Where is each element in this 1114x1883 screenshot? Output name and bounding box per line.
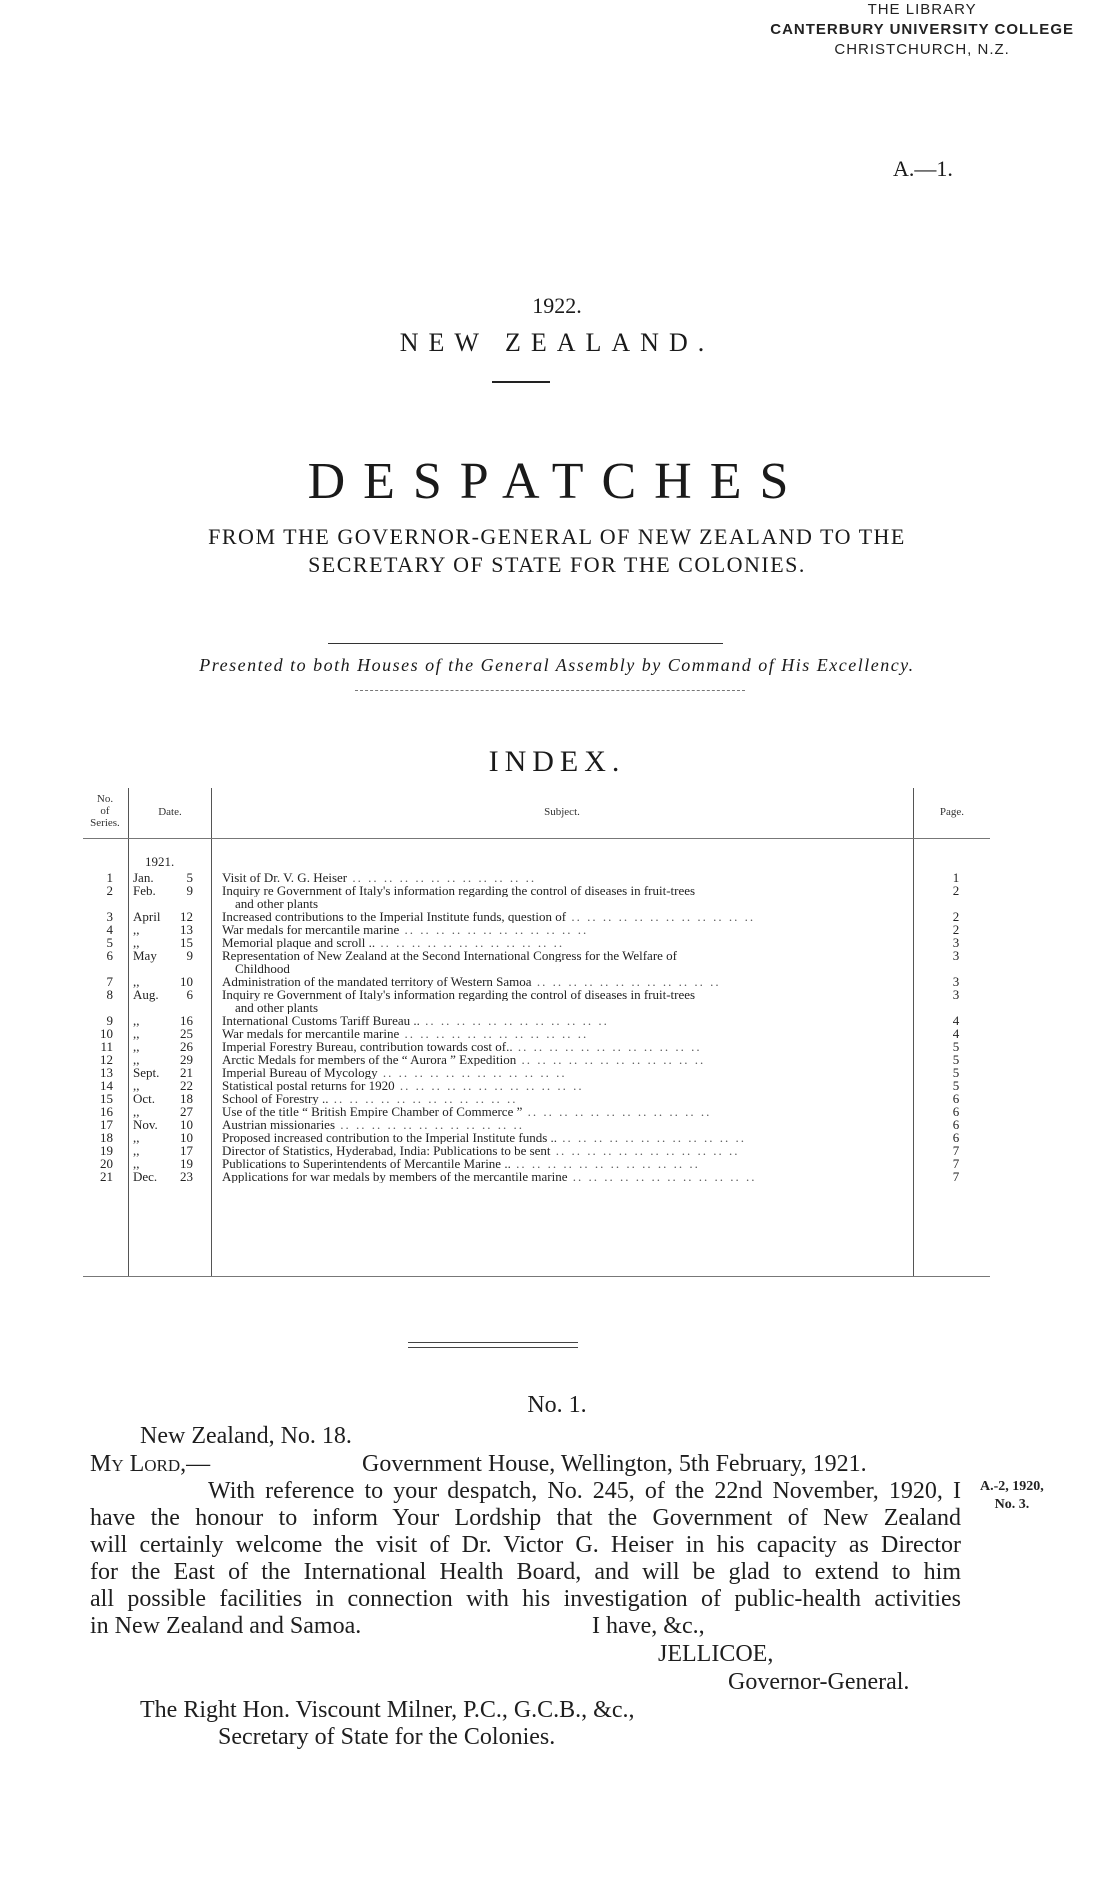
leader-dots: .. .. .. .. .. .. .. .. .. .. .. .. [531, 975, 721, 988]
col-header-date: Date. [158, 806, 182, 818]
index-row [83, 1118, 990, 1131]
addressee-line-1: The Right Hon. Viscount Milner, P.C., G.C.B., &c., [140, 1697, 635, 1723]
index-row [83, 1144, 990, 1157]
letter-reference: New Zealand, No. 18. [140, 1423, 352, 1449]
row-subject: War medals for mercantile marine .. .. .. .. .. .. .. .. .. .. .. .. [222, 1027, 589, 1040]
row-subject: Memorial plaque and scroll .. .. .. .. .. .. .. .. .. .. .. .. .. [222, 936, 565, 949]
row-month: ,, [133, 1156, 140, 1171]
row-number: 21 [100, 1169, 113, 1184]
index-row [83, 1027, 990, 1040]
leader-dots: .. .. .. .. .. .. .. .. .. .. .. .. [566, 910, 756, 923]
row-subject: Imperial Bureau of Mycology .. .. .. .. .. .. .. .. .. .. .. .. [222, 1066, 567, 1079]
row-page: 5 [952, 1078, 960, 1093]
subtitle-line-2: SECRETARY OF STATE FOR THE COLONIES. [308, 552, 806, 577]
divider [355, 690, 745, 691]
row-number: 18 [100, 1130, 113, 1145]
body-line: all possible facilities in connection with his investigation of public-health activities [90, 1586, 961, 1612]
row-day: 19 [180, 1156, 193, 1171]
row-number: 19 [100, 1143, 113, 1158]
row-subject: International Customs Tariff Bureau .. .. .. .. .. .. .. .. .. .. .. .. .. [222, 1014, 609, 1027]
divider [328, 643, 723, 644]
row-day: 10 [180, 1117, 193, 1132]
row-page: 2 [952, 909, 960, 924]
col-header-page: Page. [939, 806, 965, 818]
row-day: 10 [180, 1130, 193, 1145]
body-line: will certainly welcome the visit of Dr. Victor G. Heiser in his capacity as Director [90, 1532, 961, 1558]
leader-dots: .. .. .. .. .. .. .. .. .. .. .. .. [347, 871, 537, 884]
letter-address: Government House, Wellington, 5th February, 1921. [362, 1451, 867, 1477]
row-number: 4 [106, 922, 113, 937]
leader-dots: .. .. .. .. .. .. .. .. .. .. .. .. [375, 936, 565, 949]
row-number: 5 [106, 935, 113, 950]
row-day: 23 [180, 1169, 193, 1184]
row-page: 6 [952, 1091, 960, 1106]
row-number: 17 [100, 1117, 113, 1132]
row-month: ,, [133, 1104, 140, 1119]
col-header-no: No. of Series. [90, 793, 120, 829]
row-number: 6 [106, 948, 113, 963]
row-subject: Increased contributions to the Imperial Institute funds, question of .. .. .. .. .. .. .. .. .. .. .. .. [222, 910, 756, 923]
index-row [83, 884, 990, 897]
row-number: 7 [106, 974, 113, 989]
row-day: 29 [180, 1052, 193, 1067]
index-row [83, 1014, 990, 1027]
row-page: 3 [952, 935, 960, 950]
row-month: ,, [133, 935, 140, 950]
header-rule [83, 838, 990, 839]
leader-dots: .. .. .. .. .. .. .. .. .. .. .. .. [394, 1079, 584, 1092]
body-line: With reference to your despatch, No. 245, of the 22nd November, 1920, I [208, 1478, 961, 1504]
row-day: 13 [180, 922, 193, 937]
row-day: 9 [186, 948, 193, 963]
presented-note: Presented to both Houses of the General Assembly by Command of His Excellency. [199, 655, 915, 675]
divider [408, 1347, 578, 1348]
row-subject: Director of Statistics, Hyderabad, India: Publications to be sent .. .. .. .. .. .. .. .. .. .. .. .. [222, 1144, 740, 1157]
row-subject: Visit of Dr. V. G. Heiser .. .. .. .. .. .. .. .. .. .. .. .. [222, 871, 537, 884]
index-row [83, 871, 990, 884]
letter-number: No. 1. [527, 1392, 587, 1418]
row-month: ,, [133, 1078, 140, 1093]
row-number: 12 [100, 1052, 113, 1067]
body-line: have the honour to inform Your Lordship that the Government of New Zealand [90, 1505, 961, 1531]
row-subject: Applications for war medals by members of the mercantile marine .. .. .. .. .. .. .. .. .. .. .. .. [222, 1170, 757, 1183]
row-day: 5 [186, 870, 193, 885]
row-page: 5 [952, 1052, 960, 1067]
row-page: 5 [952, 1065, 960, 1080]
row-page: 6 [952, 1117, 960, 1132]
addressee-line-2: Secretary of State for the Colonies. [218, 1724, 556, 1750]
row-page: 3 [952, 948, 960, 963]
divider [408, 1342, 578, 1343]
leader-dots: .. .. .. .. .. .. .. .. .. .. .. .. [335, 1118, 525, 1131]
index-row [83, 1105, 990, 1118]
index-heading: INDEX. [488, 745, 626, 778]
body-line: for the East of the International Health Board, and will be glad to extend to him [90, 1559, 961, 1585]
row-page: 2 [952, 922, 960, 937]
row-page: 3 [952, 974, 960, 989]
paper-reference: A.—1. [893, 156, 953, 181]
row-day: 10 [180, 974, 193, 989]
index-row [83, 1170, 990, 1183]
row-month: ,, [133, 974, 140, 989]
row-subject: Inquiry re Government of Italy's information regarding the control of diseases in fruit-trees [222, 884, 696, 897]
document-title: DESPATCHES [307, 453, 807, 510]
row-month: ,, [133, 1130, 140, 1145]
leader-dots: .. .. .. .. .. .. .. .. .. .. .. .. [550, 1144, 740, 1157]
row-month: ,, [133, 1052, 140, 1067]
index-row [83, 1092, 990, 1105]
row-month: Sept. [133, 1065, 160, 1080]
row-day: 22 [180, 1078, 193, 1093]
row-day: 25 [180, 1026, 193, 1041]
row-day: 12 [180, 909, 193, 924]
row-number: 10 [100, 1026, 113, 1041]
year: 1922. [532, 293, 582, 318]
library-stamp [770, 0, 1074, 60]
row-month: ,, [133, 922, 140, 937]
leader-dots: .. .. .. .. .. .. .. .. .. .. .. .. [399, 923, 589, 936]
row-month: April [133, 909, 161, 924]
row-number: 1 [106, 870, 113, 885]
row-page: 4 [952, 1013, 960, 1028]
divider [492, 381, 550, 383]
index-row-continuation [83, 962, 990, 975]
row-page: 3 [952, 987, 960, 1002]
leader-dots: .. .. .. .. .. .. .. .. .. .. .. .. [512, 1040, 702, 1053]
leader-dots: .. .. .. .. .. .. .. .. .. .. .. .. [419, 1014, 609, 1027]
row-subject: Publications to Superintendents of Mercantile Marine .. .. .. .. .. .. .. .. .. .. .. .. .. [222, 1157, 700, 1170]
row-day: 16 [180, 1013, 193, 1028]
index-row [83, 1079, 990, 1092]
index-table [83, 788, 990, 1288]
row-number: 15 [100, 1091, 113, 1106]
index-row-continuation [83, 897, 990, 910]
row-day: 26 [180, 1039, 193, 1054]
row-subject: War medals for mercantile marine .. .. .. .. .. .. .. .. .. .. .. .. [222, 923, 589, 936]
row-month: ,, [133, 1143, 140, 1158]
row-number: 2 [106, 883, 113, 898]
row-month: Jan. [133, 870, 154, 885]
row-page: 6 [952, 1130, 960, 1145]
row-subject-continuation: Childhood [235, 962, 290, 975]
row-month: ,, [133, 1039, 140, 1054]
row-number: 14 [100, 1078, 113, 1093]
index-row [83, 1040, 990, 1053]
leader-dots: .. .. .. .. .. .. .. .. .. .. .. .. [399, 1027, 589, 1040]
side-note: A.-2, 1920, No. 3. [980, 1479, 1044, 1512]
index-year: 1921. [145, 854, 175, 869]
row-month: Feb. [133, 883, 156, 898]
row-page: 7 [952, 1156, 960, 1171]
row-number: 16 [100, 1104, 113, 1119]
stamp-line-1: THE LIBRARY [867, 1, 977, 18]
stamp-line-3: CHRISTCHURCH, N.Z. [834, 41, 1010, 58]
row-page: 7 [952, 1143, 960, 1158]
index-row [83, 1066, 990, 1079]
subtitle-line-1: FROM THE GOVERNOR-GENERAL OF NEW ZEALAND TO THE [208, 524, 906, 549]
signature: JELLICOE, [658, 1641, 774, 1667]
leader-dots: .. .. .. .. .. .. .. .. .. .. .. .. [516, 1053, 706, 1066]
leader-dots: .. .. .. .. .. .. .. .. .. .. .. .. [510, 1157, 700, 1170]
index-row [83, 988, 990, 1001]
row-number: 8 [106, 987, 113, 1002]
row-number: 9 [106, 1013, 113, 1028]
row-number: 3 [106, 909, 113, 924]
country: NEW ZEALAND. [399, 328, 715, 357]
row-subject: Arctic Medals for members of the “ Aurora ” Expedition .. .. .. .. .. .. .. .. .. .. .. .. [222, 1053, 706, 1066]
row-page: 5 [952, 1039, 960, 1054]
stamp-line-2: CANTERBURY UNIVERSITY COLLEGE [770, 21, 1074, 38]
row-month: ,, [133, 1013, 140, 1028]
leader-dots: .. .. .. .. .. .. .. .. .. .. .. .. [557, 1131, 747, 1144]
row-number: 11 [100, 1039, 113, 1054]
index-row [83, 910, 990, 923]
row-subject: Use of the title “ British Empire Chamber of Commerce ” .. .. .. .. .. .. .. .. .. .. .. .. [222, 1105, 712, 1118]
index-row [83, 949, 990, 962]
row-page: 2 [952, 883, 960, 898]
body-last-line: in New Zealand and Samoa. [90, 1613, 362, 1639]
row-month: Oct. [133, 1091, 156, 1106]
row-day: 9 [186, 883, 193, 898]
leader-dots: .. .. .. .. .. .. .. .. .. .. .. .. [328, 1092, 518, 1105]
row-day: 6 [186, 987, 193, 1002]
row-day: 18 [180, 1091, 193, 1106]
index-row [83, 1053, 990, 1066]
row-month: ,, [133, 1026, 140, 1041]
salutation: My Lord,— [90, 1451, 211, 1477]
row-subject: School of Forestry .. .. .. .. .. .. .. .. .. .. .. .. .. [222, 1092, 518, 1105]
row-subject: Representation of New Zealand at the Second International Congress for the Welfare of [222, 949, 677, 962]
index-row [83, 936, 990, 949]
index-row [83, 1157, 990, 1170]
index-row [83, 975, 990, 988]
row-subject: Austrian missionaries .. .. .. .. .. .. .. .. .. .. .. .. [222, 1118, 525, 1131]
row-subject-continuation: and other plants [235, 897, 319, 910]
row-page: 6 [952, 1104, 960, 1119]
row-subject: Inquiry re Government of Italy's information regarding the control of diseases in fruit-trees [222, 988, 696, 1001]
row-day: 27 [180, 1104, 193, 1119]
leader-dots: .. .. .. .. .. .. .. .. .. .. .. .. [377, 1066, 567, 1079]
row-month: Aug. [133, 987, 159, 1002]
row-page: 4 [952, 1026, 960, 1041]
row-day: 21 [180, 1065, 193, 1080]
row-subject: Statistical postal returns for 1920 .. .. .. .. .. .. .. .. .. .. .. .. [222, 1079, 584, 1092]
leader-dots: .. .. .. .. .. .. .. .. .. .. .. .. [567, 1170, 757, 1183]
index-row [83, 1131, 990, 1144]
row-month: May [133, 948, 157, 963]
signature-title: Governor-General. [728, 1669, 910, 1695]
row-subject-continuation: and other plants [235, 1001, 319, 1014]
row-page: 1 [952, 870, 960, 885]
index-row-continuation [83, 1001, 990, 1014]
row-month: Nov. [133, 1117, 158, 1132]
row-page: 7 [952, 1169, 960, 1184]
row-subject: Proposed increased contribution to the Imperial Institute funds .. .. .. .. .. .. .. .. .. .. .. .. .. [222, 1131, 747, 1144]
closing: I have, &c., [592, 1613, 705, 1639]
row-number: 13 [100, 1065, 113, 1080]
document-subtitle [100, 523, 1014, 579]
index-row [83, 923, 990, 936]
col-header-subject: Subject. [544, 806, 580, 818]
row-month: Dec. [133, 1169, 158, 1184]
row-number: 20 [100, 1156, 113, 1171]
row-day: 15 [180, 935, 193, 950]
leader-dots: .. .. .. .. .. .. .. .. .. .. .. .. [522, 1105, 712, 1118]
row-subject: Imperial Forestry Bureau, contribution towards cost of.. .. .. .. .. .. .. .. .. .. .. .. .. [222, 1040, 702, 1053]
bottom-rule [83, 1276, 990, 1277]
row-day: 17 [180, 1143, 193, 1158]
row-subject: Administration of the mandated territory of Western Samoa .. .. .. .. .. .. .. .. .. .. .. .. [222, 975, 721, 988]
